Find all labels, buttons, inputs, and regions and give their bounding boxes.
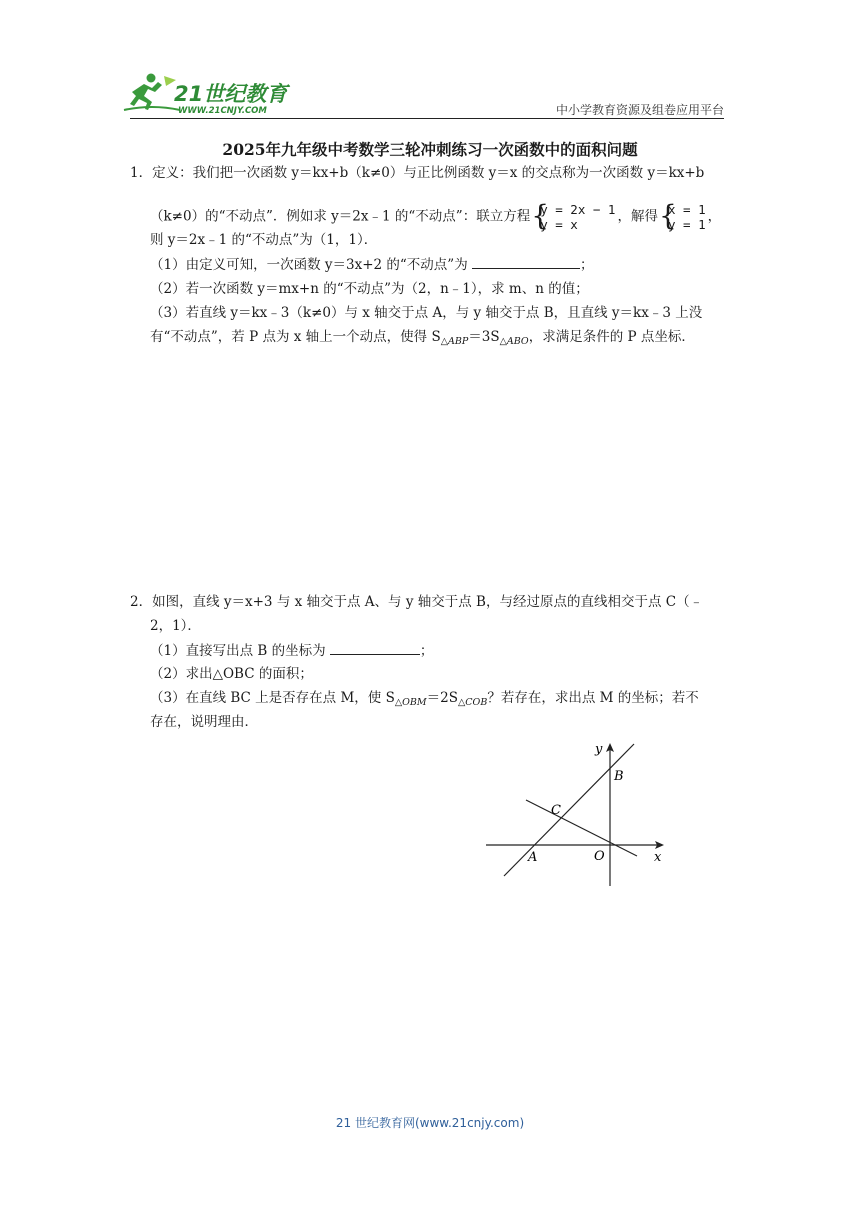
problem2-question3-line2: 存在，说明理由． (150, 714, 258, 730)
problem1-q3b-text1: 有“不动点”，若 P 点为 x 轴上一个动点，使得 S (150, 329, 441, 345)
problem1-q3b-text2: ＝3S (468, 329, 500, 345)
point-c-label: C (551, 803, 561, 818)
subscript-abo: △ABO (499, 336, 529, 347)
problem2-q3-text3: ？若存在，求出点 M 的坐标；若不 (487, 690, 699, 706)
problem1-question1 (150, 255, 594, 274)
runner-icon (124, 74, 180, 111)
problem1-q3b-text3: ，求满足条件的 P 点坐标． (528, 329, 695, 345)
system2-eq1: x = 1 (667, 202, 706, 217)
problem2-question1 (150, 641, 433, 660)
y-axis-label: y (595, 742, 603, 757)
point-a-label: A (528, 850, 538, 865)
answer-blank-1[interactable] (472, 255, 580, 269)
header-divider (130, 118, 724, 119)
system1-eq2: y = x (540, 217, 578, 232)
point-b-label: B (614, 769, 624, 784)
problem1-solve-text: ，解得 (617, 208, 658, 225)
page-title: 2025年九年级中考数学三轮冲刺练习一次函数中的面积问题 (222, 140, 638, 159)
problem1-question3b (150, 328, 695, 351)
answer-blank-2[interactable] (330, 641, 420, 655)
point-o-label: O (594, 849, 605, 864)
problem2-line2: 2，1）． (150, 618, 201, 634)
logo-text: 21世纪教育 (174, 82, 288, 106)
problem2-q3-text1: （3）在直线 BC 上是否存在点 M，使 S (150, 690, 395, 706)
problem1-definition: 定义：我们把一次函数 y＝kx+b（k≠0）与正比例函数 y＝x 的交点称为一次函数 y＝kx+b (152, 165, 705, 181)
problem1-comma: ， (707, 208, 722, 225)
coordinate-figure (484, 740, 669, 890)
problem2-question2: （2）求出△OBC 的面积； (150, 666, 313, 682)
problem2-question3 (150, 689, 699, 712)
equation-system-2: { x = 1 y = 1 (658, 199, 706, 232)
problem1-q1-text: （1）由定义可知，一次函数 y＝3x+2 的“不动点”为 (150, 257, 468, 273)
equation-system-1: { y = 2x − 1 y = x (531, 199, 616, 232)
system2-eq2: y = 1 (667, 217, 706, 232)
problem1-question3a: （3）若直线 y＝kx﹣3（k≠0）与 x 轴交于点 A，与 y 轴交于点 B，且直线 y＝kx﹣3 上没 (150, 305, 703, 321)
problem1-line1 (130, 164, 704, 182)
problem1-question2: （2）若一次函数 y＝mx+n 的“不动点”为（2，n﹣1），求 m、n 的值； (150, 281, 589, 297)
problem2-q1-text: （1）直接写出点 B 的坐标为 (150, 643, 326, 659)
problem1-line3: 则 y＝2x﹣1 的“不动点”为（1，1）． (150, 232, 378, 248)
logo-url: WWW.21CNJY.COM (178, 106, 267, 116)
problem1-number: 1． (130, 165, 153, 181)
system1-eq1: y = 2x − 1 (540, 202, 616, 217)
problem2-q1-end: ； (419, 643, 434, 659)
problem1-line2 (150, 199, 722, 232)
subscript-abp: △ABP (440, 336, 469, 347)
line-ab (504, 744, 634, 876)
problem2-q3-text2: ＝2S (426, 690, 458, 706)
footer-text: 21 世纪教育网(www.21cnjy.com) (335, 1116, 525, 1130)
line-oc (526, 800, 637, 856)
problem1-q1-end: ； (580, 257, 594, 273)
subscript-cob: △COB (457, 697, 488, 708)
problem2-statement: 如图，直线 y＝x+3 与 x 轴交于点 A、与 y 轴交于点 B，与经过原点的直线相交于点 C（﹣ (152, 594, 704, 610)
platform-name: 中小学教育资源及组卷应用平台 (555, 103, 724, 117)
problem2-line1 (130, 593, 703, 611)
problem2-number: 2． (130, 594, 153, 610)
subscript-obm: △OBM (394, 697, 427, 708)
problem1-example-text: （k≠0）的“不动点”．例如求 y＝2x﹣1 的“不动点”：联立方程 (150, 208, 531, 225)
logo (122, 70, 292, 116)
x-axis-label: x (654, 850, 662, 865)
